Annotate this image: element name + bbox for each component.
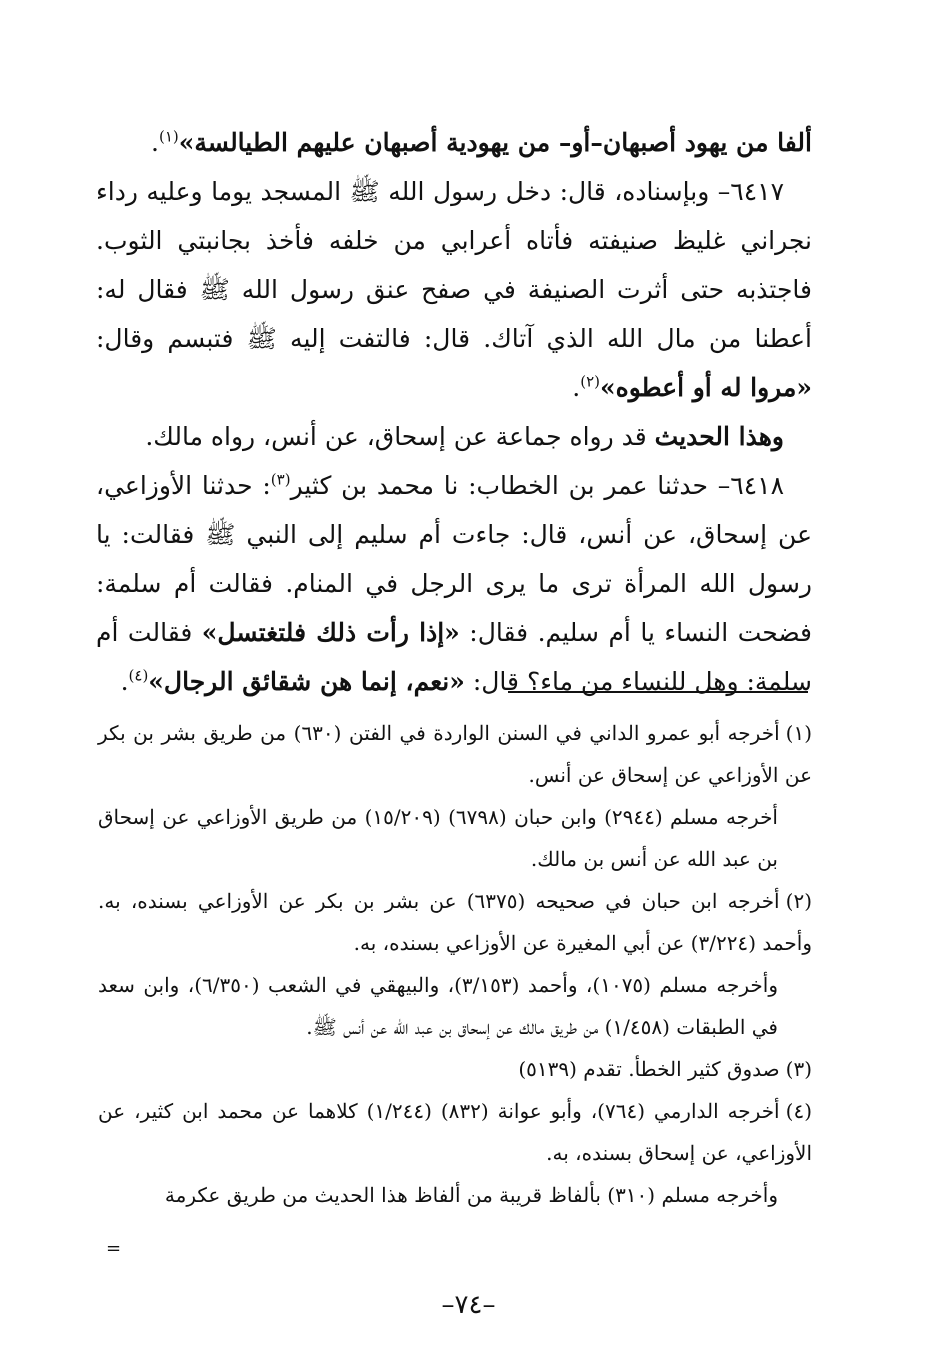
- quote-text: ألفا من يهود أصبهان–أو– من يهودية أصبهان عليهم الطيالسة»: [178, 128, 812, 157]
- quote-text: «مروا له أو أعطوه»: [600, 373, 812, 402]
- footnote-number: (٢): [785, 889, 812, 913]
- footnote-text: صدوق كثير الخطأ. تقدم (٥١٣٩): [518, 1057, 780, 1081]
- footnote-4-continued: وأخرجه مسلم (٣١٠) بألفاظ قريبة من ألفاظ هذا الحديث من طريق عكرمة: [164, 1183, 778, 1207]
- hadith-text: فقالت أم سلمة: وهل للنساء من ماء؟ قال:: [96, 618, 812, 696]
- footnote-ref: (١): [158, 127, 179, 146]
- footnote-2-continued: وأخرجه مسلم (١٠٧٥)، وأحمد (٣/١٥٣)، والبيهقي في الشعب (٦/٣٥٠)، وابن سعد في الطبقات (١/٤٥٨) من طريق مالك عن إسحاق بن عبد الله عن أنس ﷺ.: [98, 973, 779, 1039]
- footnote-text: أخرجه ابن حبان في صحيحه (٦٣٧٥) عن بشر بن بكر عن الأوزاعي بسنده، به. وأحمد (٣/٢٢٤) عن أبي المغيرة عن الأوزاعي بسنده، به.: [98, 889, 812, 955]
- page-number: –٧٤–: [441, 1290, 496, 1320]
- footnote-number: (٤): [785, 1099, 812, 1123]
- footnote-ref: (٤): [128, 666, 149, 685]
- footnote-3: [98, 1048, 812, 1090]
- footnotes: [98, 712, 812, 1216]
- footnote-text: أخرجه الدارمي (٧٦٤)، وأبو عوانة (٨٣٢) (١/٢٤٤) كلاهما عن محمد ابن كثير، عن الأوزاعي، عن إسحاق بسنده، به.: [98, 1099, 812, 1165]
- hadith-text: ٦٤١٧– وبإسناده، قال: دخل رسول الله ﷺ المسجد يوما وعليه رداء نجراني غليظ صنيفته فأتاه أعرابي من خلفه فأخذ بجانبتي الثوب. فاجتذبه حتى أثرت الصنيفة في صفح عنق رسول الله ﷺ فقال له: أعطنا من مال الله الذي آتاك. قال: فالتفت إليه ﷺ فتبسم وقال:: [96, 177, 812, 353]
- footnote-number: (٣): [785, 1057, 812, 1081]
- footnote-ref: (٣): [270, 470, 291, 489]
- paragraph-continuation: ألفا من يهود أصبهان–أو– من يهودية أصبهان عليهم الطيالسة»$^{(١)}$.: [151, 127, 812, 157]
- quote-text: «نعم، إنما هن شقائق الرجال»: [148, 667, 465, 696]
- footnote-ref: (٢): [580, 372, 600, 391]
- commentary-text: قد رواه جماعة عن إسحاق، عن أنس، رواه مالك.: [145, 422, 655, 451]
- continuation-mark: =: [106, 1238, 122, 1259]
- quote-text: «إذا رأت ذلك فلتغتسل»: [201, 618, 460, 647]
- hadith-text: ٦٤١٨– حدثنا عمر بن الخطاب: نا محمد بن كثير: [290, 471, 784, 500]
- hadith-6418: ٦٤١٨– حدثنا عمر بن الخطاب: نا محمد بن كثير$^{(٣)}$: حدثنا الأوزاعي، عن إسحاق، عن أنس، قال: جاءت أم سليم إلى النبي ﷺ فقالت: يا رسول الله المرأة ترى ما يرى الرجل في المنام. فقالت أم سلمة: فضحت النساء يا أم سليم. فقال: «إذا رأت ذلك فلتغتسل» فقالت أم سلمة: وهل للنساء من ماء؟ قال: «نعم، إنما هن شقائق الرجال»$^{(٤)}$.: [96, 470, 813, 696]
- footnote-text: أخرجه أبو عمرو الداني في السنن الواردة في الفتن (٦٣٠) من طريق بشر بن بكر عن الأوزاعي عن إسحاق عن أنس.: [98, 721, 812, 787]
- footnote-4: [98, 1090, 812, 1174]
- footnote-2: [98, 880, 812, 964]
- commentary-heading: وهذا الحديث: [654, 422, 784, 451]
- hadith-text: : حدثنا الأوزاعي، عن إسحاق، عن أنس، قال: جاءت أم سليم إلى النبي ﷺ فقالت: يا رسول الله المرأة ترى ما يرى الرجل في المنام. فقالت أم سلمة: فضحت النساء يا أم سليم. فقال:: [96, 471, 813, 647]
- commentary-paragraph: [96, 412, 812, 461]
- footnote-1: [98, 712, 812, 796]
- main-text: [96, 118, 812, 706]
- footnote-separator: [508, 691, 808, 693]
- footnote-number: (١): [785, 721, 813, 745]
- footnote-1-continued: أخرجه مسلم (٢٩٤٤) وابن حبان (٦٧٩٨) (١٥/٢٠٩) من طريق الأوزاعي عن إسحاق بن عبد الله عن أنس بن مالك.: [98, 805, 778, 871]
- hadith-6417: ٦٤١٧– وبإسناده، قال: دخل رسول الله ﷺ المسجد يوما وعليه رداء نجراني غليظ صنيفته فأتاه أعرابي من خلفه فأخذ بجانبتي الثوب. فاجتذبه حتى أثرت الصنيفة في صفح عنق رسول الله ﷺ فقال له: أعطنا من مال الله الذي آتاك. قال: فالتفت إليه ﷺ فتبسم وقال: «مروا له أو أعطوه»$^{(٢)}$.: [96, 177, 812, 402]
